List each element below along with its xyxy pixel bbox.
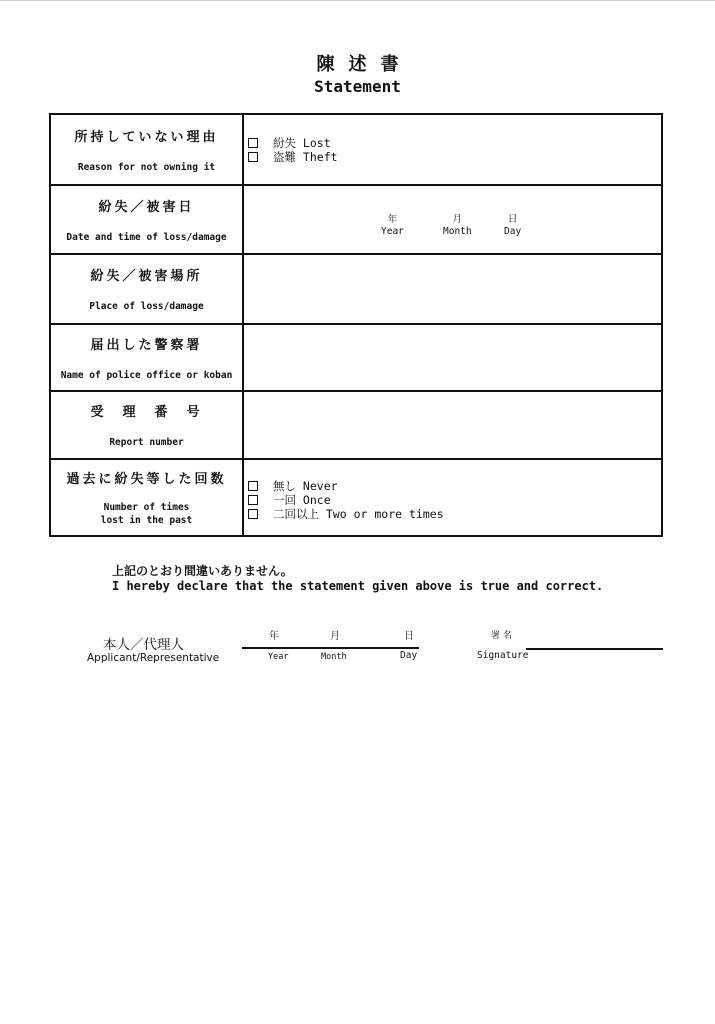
row-reason <box>50 114 662 185</box>
label-jp-place: 紛失／被害場所 <box>90 269 203 284</box>
option-label-lost: 紛失 Lost <box>273 135 331 150</box>
label-cell-police <box>50 324 243 391</box>
label-cell-date <box>50 185 243 254</box>
row-place <box>50 254 662 324</box>
label-cell-place <box>50 254 243 324</box>
sig-sign-en: Signature <box>477 650 529 661</box>
sig-year-en: Year <box>268 652 289 662</box>
label-en-past <box>51 501 242 527</box>
sig-day-jp: 日 <box>404 631 414 642</box>
label-cell-reason <box>50 114 243 185</box>
option-label-theft: 盗難 Theft <box>273 149 338 164</box>
label-en-place: Place of loss/damage <box>89 301 204 312</box>
label-en-report: Report number <box>109 437 184 448</box>
option-once[interactable] <box>248 493 661 507</box>
label-cell-report <box>50 391 243 459</box>
sig-month-en: Month <box>321 652 347 662</box>
title-en: Statement <box>314 77 401 96</box>
checkbox-never[interactable] <box>248 481 258 491</box>
sig-year-jp: 年 <box>269 631 279 642</box>
declaration-en: I hereby declare that the statement given above is true and correct. <box>112 579 604 593</box>
checkbox-lost[interactable] <box>248 138 258 148</box>
sig-sign-jp: 署 名 <box>491 631 512 641</box>
date-year-en: Year <box>381 225 404 237</box>
reason-options <box>244 136 661 164</box>
declaration-jp: 上記のとおり間違いありません。 <box>112 564 293 578</box>
signature-role-en: Applicant/Representative <box>87 652 220 664</box>
date-signature-line[interactable] <box>242 647 419 649</box>
option-lost[interactable] <box>248 136 661 150</box>
row-past <box>50 459 662 536</box>
value-cell-date[interactable] <box>243 185 662 254</box>
row-date <box>50 185 662 254</box>
option-two-or-more[interactable] <box>248 507 661 521</box>
sig-month-jp: 月 <box>330 631 340 642</box>
label-en-past-1: Number of times <box>103 502 190 513</box>
checkbox-once[interactable] <box>248 495 258 505</box>
value-cell-report[interactable] <box>243 391 662 459</box>
date-month <box>443 214 472 238</box>
option-label-never: 無し Never <box>273 478 338 493</box>
date-month-en: Month <box>443 225 472 237</box>
checkbox-two-or-more[interactable] <box>248 509 258 519</box>
label-jp-police: 届出した警察署 <box>90 337 203 353</box>
label-cell-past <box>50 459 243 536</box>
label-en-reason: Reason for not owning it <box>77 161 216 173</box>
label-en-past-2: lost in the past <box>100 515 193 526</box>
row-report <box>50 391 662 459</box>
checkbox-theft[interactable] <box>248 152 258 162</box>
signature-line[interactable] <box>526 648 663 650</box>
label-jp-report: 受 理 番 号 <box>90 405 203 420</box>
date-year <box>381 214 404 238</box>
value-cell-place[interactable] <box>243 254 662 324</box>
row-police <box>50 324 662 391</box>
title-jp: 陳述書 <box>316 54 413 75</box>
label-jp-past: 過去に紛失等した回数 <box>66 472 227 487</box>
date-year-jp: 年 <box>387 213 398 225</box>
option-label-two-or-more: 二回以上 Two or more times <box>273 506 444 521</box>
date-day <box>504 214 521 238</box>
value-cell-police[interactable] <box>243 324 662 391</box>
label-jp-reason: 所持していない理由 <box>74 129 219 145</box>
date-day-jp: 日 <box>507 213 518 225</box>
option-theft[interactable] <box>248 150 661 164</box>
sig-day-en: Day <box>400 650 418 661</box>
value-cell-reason <box>243 114 662 185</box>
option-label-once: 一回 Once <box>273 492 331 507</box>
option-never[interactable] <box>248 479 661 493</box>
declaration <box>112 564 603 594</box>
date-month-jp: 月 <box>452 213 463 225</box>
label-en-police: Name of police office or koban <box>60 369 233 381</box>
label-jp-date: 紛失／被害日 <box>98 199 195 215</box>
statement-form-table <box>49 113 663 537</box>
label-en-date: Date and time of loss/damage <box>66 231 227 243</box>
signature-role-jp: 本人／代理人 <box>103 637 184 653</box>
page-top-border <box>0 0 715 1</box>
past-options <box>244 475 661 521</box>
value-cell-past <box>243 459 662 536</box>
date-day-en: Day <box>504 225 522 237</box>
